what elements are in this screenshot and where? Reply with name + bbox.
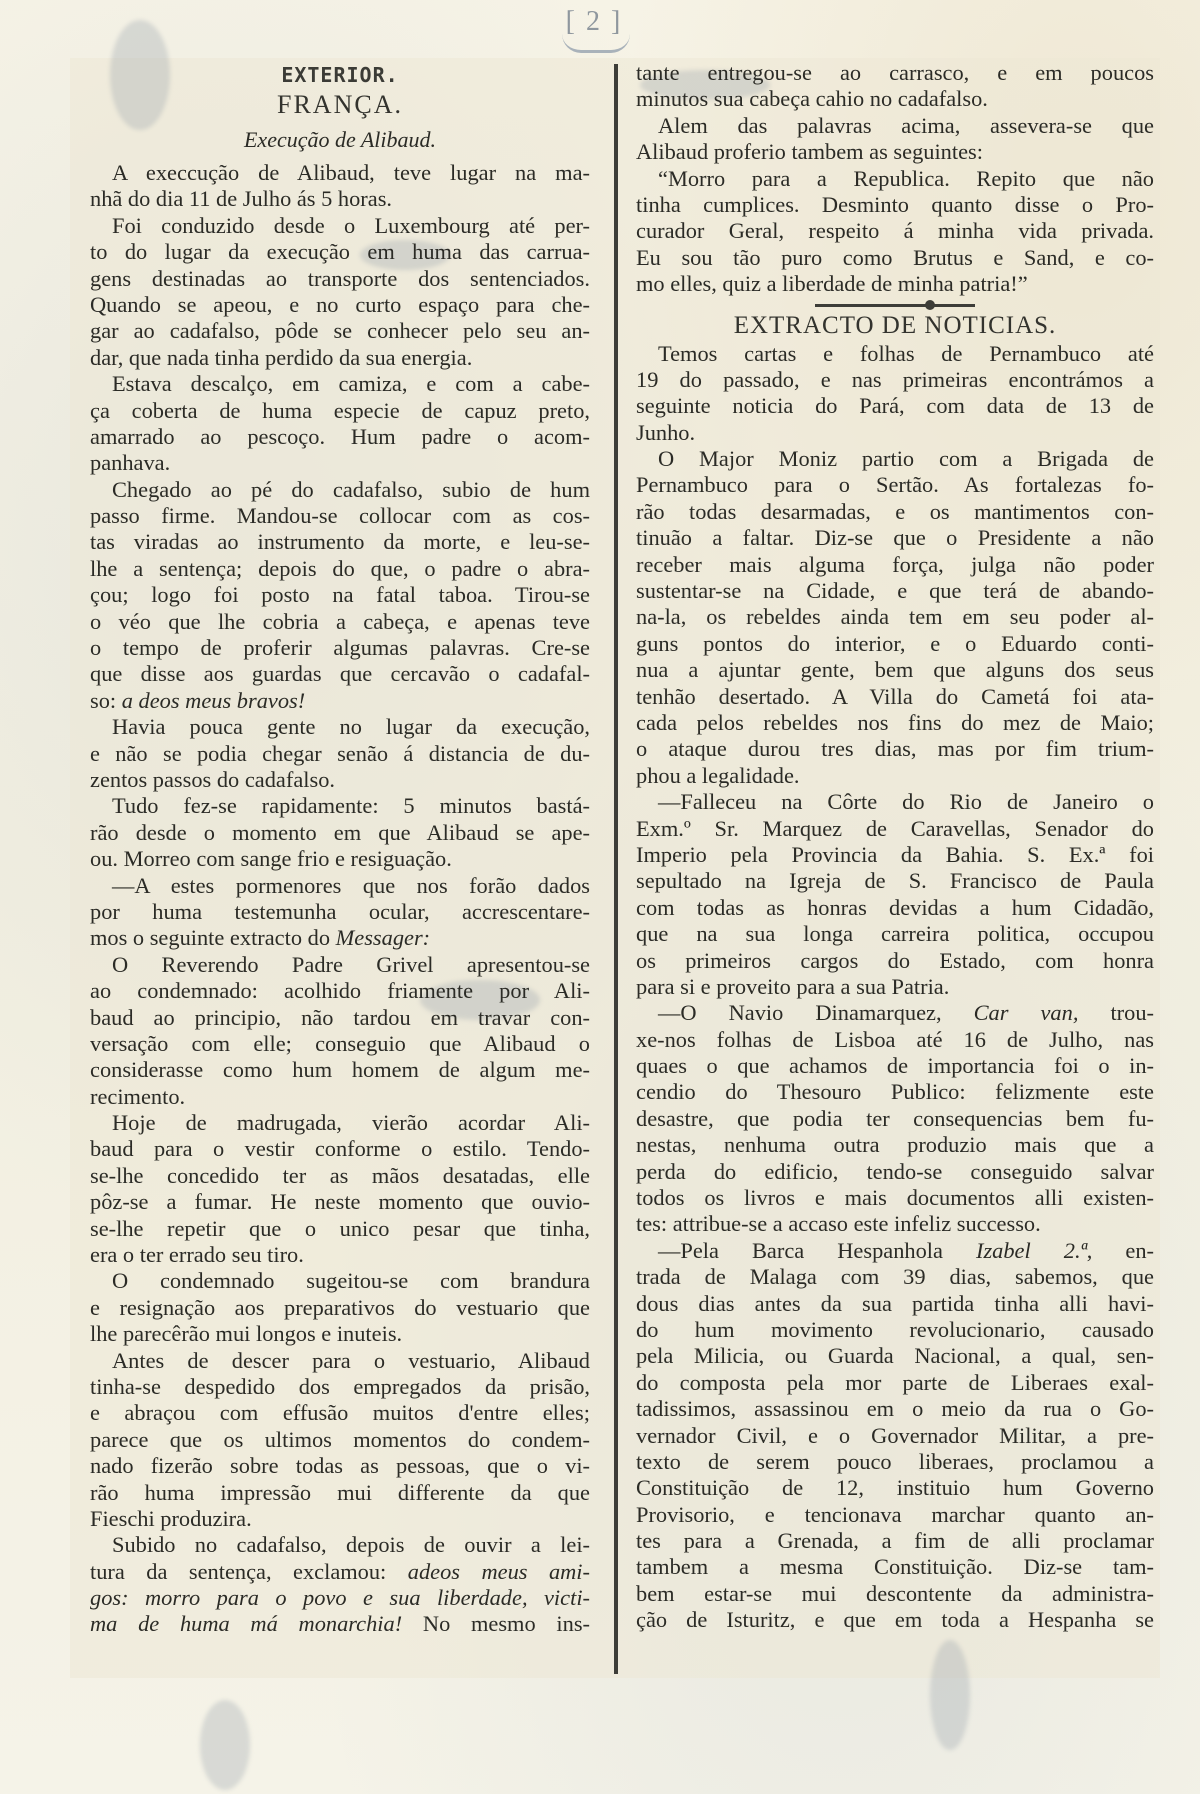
line-text: mo elles, quiz a liberdade de minha patria!”	[636, 271, 1028, 297]
line-text: Exm.º Sr. Marquez de Caravellas, Senador do	[636, 815, 1154, 841]
line-text: todos os livros e mais documentos alli existen-	[636, 1185, 1154, 1211]
line-text: Hoje de madrugada, vierão acordar Ali-	[112, 1110, 590, 1136]
line-text: Alem das palavras acima, assevera-se que	[658, 112, 1154, 138]
line-text: O Reverendo Padre Grivel apresentou-se	[112, 951, 590, 977]
line-text: tas viradas ao instrumento da morte, e leu-se-	[90, 529, 590, 555]
line-text: trada de Malaga com 39 dias, sabemos, que	[636, 1264, 1154, 1290]
line-text: tante entregou-se ao carrasco, e em poucos	[636, 60, 1154, 85]
text-line	[636, 1343, 1154, 1369]
text-line	[636, 393, 1154, 419]
text-line	[636, 657, 1154, 683]
line-text: que na sua longa carreira politica, occupou	[636, 921, 1154, 947]
text-line	[636, 763, 1154, 789]
text-line	[90, 767, 590, 793]
text-line	[636, 218, 1154, 244]
text-line	[90, 1453, 590, 1479]
line-text: ou. Morreo com sange frio e resiguação.	[90, 846, 452, 872]
line-text: cada pelos rebeldes nos fins do mez de Maio;	[636, 709, 1154, 735]
line-text: so:	[90, 687, 122, 713]
line-text: lhe parecêrão mui longos e inuteis.	[90, 1321, 403, 1347]
line-text: tinha-se despedido dos empregados da prisão,	[90, 1373, 590, 1399]
text-line	[90, 503, 590, 529]
line-text: bem estar-se mui descontente da administra-	[636, 1580, 1154, 1606]
column-divider	[614, 64, 618, 1674]
line-text: Pernambuco para o Sertão. As fortalezas fo-	[636, 472, 1154, 498]
line-text: rão todas desarmadas, e os mantimentos con-	[636, 498, 1154, 524]
line-italic-text: Car van,	[973, 1000, 1079, 1026]
text-line	[90, 160, 590, 186]
line-text: perda do edificio, tendo-se conseguido salvar	[636, 1158, 1154, 1184]
text-line	[636, 1185, 1154, 1211]
line-text: gens destinadas ao transporte dos sentenciados.	[90, 265, 590, 291]
line-text: Quando se apeou, e no curto espaço para che-	[90, 291, 590, 317]
line-text: nado fizerão sobre todas as pessoas, que o vi-	[90, 1453, 590, 1479]
line-text: considerasse como hum homem de algum me-	[90, 1057, 590, 1083]
line-text: A execcução de Alibaud, teve lugar na ma-	[112, 160, 590, 185]
text-line	[636, 166, 1154, 192]
text-line	[636, 1238, 1154, 1264]
line-text: vernador Civil, e o Governador Militar, a pre-	[636, 1422, 1154, 1448]
text-line	[636, 684, 1154, 710]
text-line	[636, 1554, 1154, 1580]
line-text: ça coberta de huma especie de capuz preto,	[90, 397, 590, 423]
line-text: versação com elle; conseguio que Alibaud o	[90, 1030, 590, 1056]
line-text: os primeiros cargos do Estado, com honra	[636, 947, 1154, 973]
line-italic-text: ma de huma má monarchia!	[90, 1611, 403, 1637]
text-line	[90, 1611, 590, 1637]
text-line	[636, 1211, 1154, 1237]
text-line	[636, 895, 1154, 921]
line-text: rão huma impressão mui differente da que	[90, 1479, 590, 1505]
line-text: sustentar-se na Cidade, e que terá de abando-	[636, 578, 1154, 604]
line-text: na-la, os rebeldes ainda tem em seu poder al-	[636, 604, 1154, 630]
text-line	[636, 1132, 1154, 1158]
water-stain	[930, 1640, 970, 1750]
line-text: parece que os ultimos momentos do condem-	[90, 1426, 590, 1452]
line-text: —A estes pormenores que nos forão dados	[112, 872, 590, 898]
line-italic-text: adeos meus ami-	[407, 1558, 590, 1584]
line-text: Tudo fez-se rapidamente: 5 minutos bastá-	[112, 793, 590, 819]
text-line	[90, 978, 590, 1004]
line-text: nestas, nenhuma outra produzio mais que a	[636, 1132, 1154, 1158]
text-line	[90, 450, 590, 476]
text-line	[636, 604, 1154, 630]
line-text: sepultado na Igreja de S. Francisco de Paula	[636, 868, 1154, 894]
text-line	[636, 1106, 1154, 1132]
line-text: xe-nos folhas de Lisboa até 16 de Julho, nas	[636, 1026, 1154, 1052]
line-text: o ataque durou tres dias, mas por fim trium-	[636, 736, 1154, 762]
line-text: guns pontos do interior, e o Eduardo conti-	[636, 630, 1154, 656]
text-line	[636, 367, 1154, 393]
line-text: Havia pouca gente no lugar da execução,	[112, 714, 590, 740]
text-line	[636, 499, 1154, 525]
text-line	[90, 371, 590, 397]
text-line	[90, 266, 590, 292]
line-text: nhã do dia 11 de Julho ás 5 horas.	[90, 186, 393, 212]
text-line	[90, 1532, 590, 1558]
line-text: se-lhe concedido ter as mãos desatadas, elle	[90, 1162, 590, 1188]
line-text: gar ao cadafalso, pôde se conhecer pelo seu an-	[90, 318, 590, 344]
text-line	[636, 1396, 1154, 1422]
country-heading: FRANÇA.	[277, 90, 403, 119]
text-line	[636, 1264, 1154, 1290]
line-italic-text: Messager:	[335, 925, 431, 951]
line-text: —Falleceu na Côrte do Rio de Janeiro o	[658, 789, 1154, 815]
text-line	[636, 60, 1154, 86]
section-label-exterior: EXTERIOR.	[281, 63, 399, 87]
line-text: phou a legalidade.	[636, 762, 800, 788]
text-line	[636, 86, 1154, 112]
text-line	[90, 345, 590, 371]
text-line	[636, 948, 1154, 974]
text-line	[636, 341, 1154, 367]
line-text: por huma testemunha ocular, accrescentare-	[90, 898, 590, 924]
text-line	[636, 816, 1154, 842]
text-line	[636, 789, 1154, 815]
line-text: çou; logo foi posto na fatal taboa. Tirou-se	[90, 582, 590, 608]
text-line	[90, 1005, 590, 1031]
line-text: que disse aos guardas que cercavão o cadafal-	[90, 661, 590, 687]
text-line	[636, 842, 1154, 868]
line-text: mos o seguinte extracto do	[90, 925, 336, 951]
line-text-after: No mesmo ins-	[402, 1611, 590, 1637]
line-text: Constituição de 12, instituio hum Governo	[636, 1475, 1154, 1501]
text-line	[636, 974, 1154, 1000]
line-text-after: trou-	[1078, 1000, 1154, 1026]
text-line	[90, 1136, 590, 1162]
line-text: Antes de descer para o vestuario, Alibaud	[112, 1347, 590, 1373]
article-body-alibaud	[90, 160, 590, 1638]
article-title: Execução de Alibaud.	[243, 127, 437, 152]
text-line	[636, 139, 1154, 165]
text-line	[636, 1502, 1154, 1528]
text-line	[90, 398, 590, 424]
text-line	[636, 525, 1154, 551]
text-line	[90, 213, 590, 239]
line-text: receber mais alguma força, julga não poder	[636, 551, 1154, 577]
line-text: pôz-se a fumar. He neste momento que ouvio-	[90, 1189, 590, 1215]
text-line	[636, 1291, 1154, 1317]
page-number: [ 2 ]	[565, 6, 623, 37]
page-number-flourish	[562, 34, 630, 53]
left-column	[90, 60, 590, 1638]
article-body-alibaud-continued	[636, 60, 1154, 298]
section-title-extracto: EXTRACTO DE NOTICIAS.	[733, 311, 1057, 339]
text-line	[90, 1216, 590, 1242]
line-text: Temos cartas e folhas de Pernambuco até	[658, 340, 1154, 366]
text-line	[636, 1027, 1154, 1053]
line-text: desastre, que podia ter consequencias bem fu-	[636, 1105, 1154, 1131]
text-line	[90, 1427, 590, 1453]
line-text: era o ter errado seu tiro.	[90, 1242, 304, 1268]
line-text: Estava descalço, em camiza, e com a cabe-	[112, 371, 590, 397]
text-line	[90, 582, 590, 608]
text-line	[636, 736, 1154, 762]
line-text: amarrado ao pescoço. Hum padre o acom-	[90, 423, 590, 449]
line-text: to do lugar da execução em huma das carrua-	[90, 239, 590, 265]
text-line	[636, 1449, 1154, 1475]
text-line	[636, 420, 1154, 446]
line-text: cendio do Thesouro Publico: felizmente este	[636, 1079, 1154, 1105]
text-line	[90, 1559, 590, 1585]
text-line	[636, 1159, 1154, 1185]
line-text: Imperio pela Provincia da Bahia. S. Ex.ª foi	[636, 841, 1154, 867]
line-text: tinha cumplices. Desminto quanto disse o Pro-	[636, 191, 1154, 217]
text-line	[636, 1000, 1154, 1026]
text-line	[90, 1295, 590, 1321]
line-text: tambem a mesma Constituição. Diz-se tam-	[636, 1554, 1154, 1580]
line-text: tinuão a faltar. Diz-se que o Presidente a não	[636, 525, 1154, 551]
text-line	[90, 318, 590, 344]
text-line	[90, 1057, 590, 1083]
line-text: seguinte noticia do Pará, com data de 13 de	[636, 393, 1154, 419]
line-text: passo firme. Mandou-se collocar com as cos-	[90, 503, 590, 529]
text-line	[90, 1400, 590, 1426]
text-line	[90, 1189, 590, 1215]
line-text: tenhão desertado. A Villa do Cametá foi ata-	[636, 683, 1154, 709]
line-text: do hum movimento revolucionario, causado	[636, 1316, 1154, 1342]
text-line	[90, 714, 590, 740]
line-text: quaes o que achamos de importancia foi o in-	[636, 1053, 1154, 1079]
text-line	[636, 1053, 1154, 1079]
line-text: Fieschi produzira.	[90, 1505, 252, 1531]
line-text: se-lhe repetir que o unico pesar que tinha,	[90, 1215, 590, 1241]
line-text: para si e proveito para a sua Patria.	[636, 973, 950, 999]
text-line	[90, 688, 590, 714]
text-line	[636, 1317, 1154, 1343]
text-line	[90, 1163, 590, 1189]
text-line	[636, 710, 1154, 736]
text-line	[636, 1079, 1154, 1105]
right-column	[636, 60, 1154, 1634]
text-line	[90, 925, 590, 951]
text-line	[636, 245, 1154, 271]
line-text: dar, que nada tinha perdido da sua energia.	[90, 344, 473, 370]
line-text: nua a ajuntar gente, bem que alguns dos seus	[636, 657, 1154, 683]
text-line	[636, 1370, 1154, 1396]
line-italic-text: a deos meus bravos!	[121, 687, 306, 713]
line-text: Foi conduzido desde o Luxembourg até per-	[112, 212, 590, 238]
text-line	[90, 1031, 590, 1057]
line-text-after: , en-	[1086, 1237, 1154, 1263]
line-text: lhe a sentença; depois do que, o padre o abra-	[90, 555, 590, 581]
text-line	[90, 1348, 590, 1374]
text-line	[636, 1475, 1154, 1501]
line-text: Alibaud proferio tambem as seguintes:	[636, 139, 983, 165]
line-text: 19 do passado, e nas primeiras encontrámos a	[636, 366, 1154, 392]
line-text: zentos passos do cadafalso.	[90, 766, 335, 792]
text-line	[90, 477, 590, 503]
text-line	[90, 873, 590, 899]
text-line	[636, 1423, 1154, 1449]
text-line	[90, 1084, 590, 1110]
text-line	[636, 631, 1154, 657]
text-line	[90, 793, 590, 819]
line-text: Chegado ao pé do cadafalso, subio de hum	[112, 476, 590, 502]
line-text: O condemnado sugeitou-se com brandura	[112, 1268, 590, 1294]
text-line	[636, 113, 1154, 139]
line-text: o tempo de proferir algumas palavras. Cre-se	[90, 635, 590, 661]
line-text: O Major Moniz partio com a Brigada de	[658, 446, 1154, 472]
text-line	[636, 552, 1154, 578]
line-text: e não se podia chegar senão á distancia de du-	[90, 740, 590, 766]
line-text: o véo que lhe cobria a cabeça, e apenas teve	[90, 608, 590, 634]
line-italic-text: Izabel 2.ª	[976, 1237, 1087, 1263]
article-body-noticias	[636, 341, 1154, 1634]
line-text: texto de serem pouco liberaes, proclamou a	[636, 1448, 1154, 1474]
line-text: tadissimos, assassinou em o meio da rua o Go-	[636, 1396, 1154, 1422]
line-text: tes para a Grenada, a fim de alli proclamar	[636, 1528, 1154, 1554]
line-text: e abraçou com effusão muitos d'entre elles;	[90, 1400, 590, 1426]
line-text: —Pela Barca Hespanhola	[658, 1237, 976, 1263]
line-text: tura da sentença, exclamou:	[90, 1558, 408, 1584]
text-line	[90, 846, 590, 872]
text-line	[636, 1607, 1154, 1633]
text-line	[90, 661, 590, 687]
text-line	[90, 609, 590, 635]
text-line	[90, 186, 590, 212]
line-text: recimento.	[90, 1083, 186, 1109]
text-line	[90, 1110, 590, 1136]
line-text: pela Milicia, ou Guarda Nacional, a qual, sen-	[636, 1343, 1154, 1369]
text-line	[90, 1321, 590, 1347]
text-line	[90, 239, 590, 265]
line-text: Provisorio, e tencionava marchar quanto an-	[636, 1501, 1154, 1527]
text-line	[636, 1528, 1154, 1554]
text-line	[636, 472, 1154, 498]
text-line	[90, 635, 590, 661]
text-line	[90, 1268, 590, 1294]
text-line	[636, 1581, 1154, 1607]
line-text: baud ao principio, não tardou em travar con-	[90, 1004, 590, 1030]
line-text: ção de Isturitz, e que em toda a Hespanha se	[636, 1607, 1154, 1633]
line-text: Eu sou tão puro como Brutus e Sand, e co-	[636, 244, 1154, 270]
text-line	[90, 952, 590, 978]
text-line	[636, 578, 1154, 604]
text-line	[90, 741, 590, 767]
text-line	[90, 424, 590, 450]
line-text: baud para o vestir conforme o estilo. Tendo-	[90, 1136, 590, 1162]
line-text: e resignação aos preparativos do vestuario que	[90, 1294, 590, 1320]
line-text: —O Navio Dinamarquez,	[658, 1000, 974, 1026]
text-line	[90, 529, 590, 555]
line-text: “Morro para a Republica. Repito que não	[658, 165, 1154, 191]
text-line	[636, 868, 1154, 894]
text-line	[90, 1480, 590, 1506]
text-line	[90, 556, 590, 582]
text-line	[636, 192, 1154, 218]
text-line	[90, 292, 590, 318]
text-line	[636, 271, 1154, 297]
line-text: rão desde o momento em que Alibaud se ape-	[90, 819, 590, 845]
line-text: minutos sua cabeça cahio no cadafalso.	[636, 86, 988, 112]
text-line	[90, 820, 590, 846]
line-text: ao condemnado: acolhido friamente por Ali-	[90, 978, 590, 1004]
line-italic-text: gos: morro para o povo e sua liberdade, victi-	[90, 1585, 590, 1611]
line-text: panhava.	[90, 450, 171, 476]
text-line	[90, 1585, 590, 1611]
line-text: tes: attribue-se a accaso este infeliz successo.	[636, 1211, 1041, 1237]
text-line	[90, 899, 590, 925]
section-rule	[815, 304, 975, 307]
line-text: do composta pela mor parte de Liberaes exal-	[636, 1369, 1154, 1395]
line-text: curador Geral, respeito á minha vida privada.	[636, 218, 1154, 244]
line-text: com todas as honras devidas a hum Cidadão,	[636, 894, 1154, 920]
text-line	[90, 1506, 590, 1532]
water-stain	[200, 1700, 250, 1790]
line-text: Subido no cadafalso, depois de ouvir a lei-	[112, 1532, 590, 1558]
text-line	[636, 446, 1154, 472]
text-line	[90, 1374, 590, 1400]
line-text: dous dias antes da sua partida tinha alli havi-	[636, 1290, 1154, 1316]
text-line	[636, 921, 1154, 947]
line-text: Junho.	[636, 419, 696, 445]
text-line	[90, 1242, 590, 1268]
